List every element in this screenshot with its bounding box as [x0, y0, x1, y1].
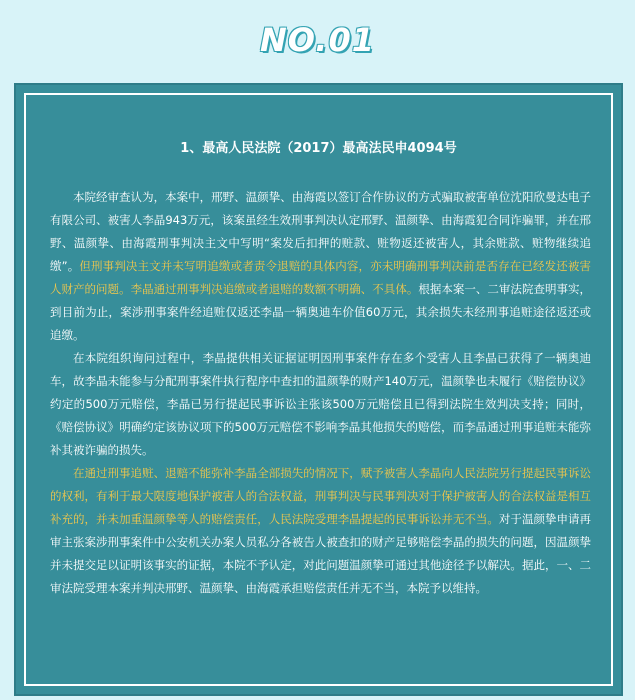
case-title: 1、最高人民法院（2017）最高法民申4094号 — [180, 141, 457, 156]
text-span: 在本院组织询问过程中，李晶提供相关证据证明因刑事案件存在多个受害人且李晶已获得了一辆奥迪车，故李晶未能参与分配刑事案件执行程序中查扣的温颜挚的财产140万元，温颜挚也未履行《赔偿协议》约定的500万元赔偿，李晶已另行提起民事诉讼主张该500万元赔偿且已得到法院生效判决支持；同时，《赔偿协议》明确约定该协议项下的500万元赔偿不影响李晶其他损失的赔偿，而李晶通过刑事追赃未能弥补其被诈骗的损失。 — [50, 351, 591, 457]
text-span: 本院经审查认为，本案中，邢野、温颜挚、由海霞以签订合作协议的方式骗取被害单位沈阳欣曼达电子有限公司、被害人李晶943万元，该案虽经生效刑事判决认定邢野、温颜挚、由海霞犯合同诈骗罪，并在邢野、温颜挚、由海霞刑事判决主文中写明“案发后扣押的赃款、赃物返还被害人，其余赃款、赃物继续追缴”。 — [50, 190, 591, 273]
paragraph — [50, 186, 591, 347]
header — [0, 0, 635, 80]
body-text — [50, 186, 591, 600]
paragraph — [50, 462, 591, 600]
text-span: 根据本案一、二审法院查明事实，到目前为止，案涉刑事案件经追赃仅返还李晶一辆奥迪车价值60万元，其余损失未经刑事追赃途径返还或追缴。 — [50, 282, 591, 342]
content-panel — [14, 83, 623, 696]
section-number-title: NO.01 — [260, 21, 375, 59]
paragraph — [50, 347, 591, 462]
text-span: 对于温颜挚申请再审主张案涉刑事案件中公安机关办案人员私分各被告人被查扣的财产足够赔偿李晶的损失的问题，因温颜挚并未提交足以证明该事实的证据，本院不予认定，对此问题温颜挚可通过其他途径予以解决。据此，一、二审法院受理本案并判决邢野、温颜挚、由海霞承担赔偿责任并无不当，本院予以维持。 — [50, 512, 591, 595]
highlighted-text-span: 但刑事判决主文并未写明追缴或者责令退赔的具体内容，亦未明确刑事判决前是否存在已经发还被害人财产的问题。李晶通过刑事判决追缴或者退赔的数额不明确、不具体。 — [50, 259, 591, 296]
highlighted-text-span: 在通过刑事追赃、退赔不能弥补李晶全部损失的情况下，赋予被害人李晶向人民法院另行提起民事诉讼的权利，有利于最大限度地保护被害人的合法权益，刑事判决与民事判决对于保护被害人的合法权益是相互补充的，并未加重温颜挚等人的赔偿责任，人民法院受理李晶提起的民事诉讼并无不当。 — [50, 466, 591, 526]
